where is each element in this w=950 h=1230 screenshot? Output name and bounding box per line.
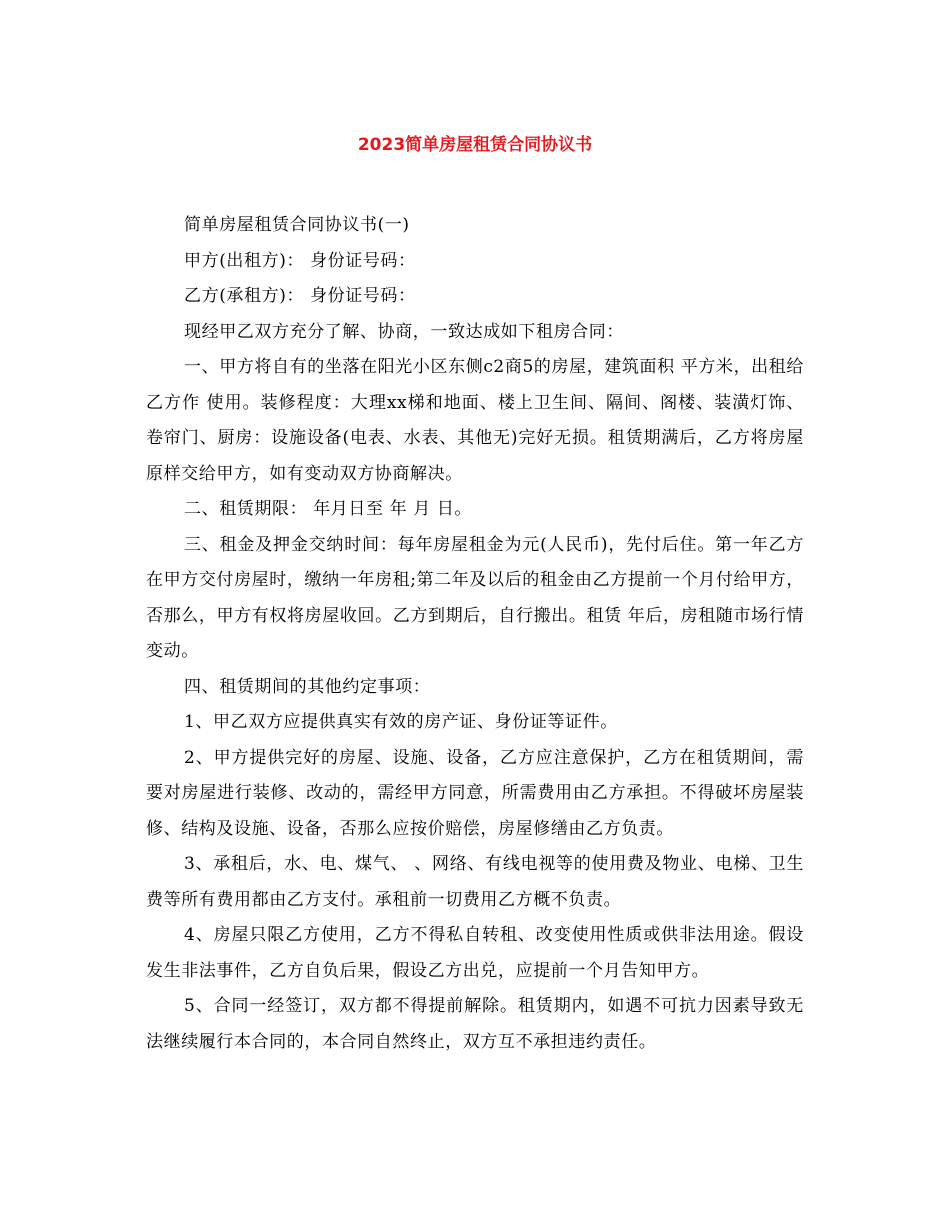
paragraph-party-a: 甲方(出租方)： 身份证号码： bbox=[184, 250, 416, 271]
paragraph-clause-3: 三、租金及押金交纳时间：每年房屋租金为元(人民币)，先付后住。第一年乙方在甲方交付房屋时，缴纳一年房租;第二年及以后的租金由乙方提前一个月付给甲方，否那么，甲方有权将房屋收回。乙方到期后，自行搬出。租赁 年后，房租随市场行情变动。 bbox=[146, 534, 804, 661]
paragraph-item-4: 4、房屋只限乙方使用，乙方不得私自转租、改变使用性质或供非法用途。假设发生非法事件，乙方自负后果，假设乙方出兑，应提前一个月告知甲方。 bbox=[146, 925, 804, 981]
paragraph-item-1: 1、甲乙双方应提供真实有效的房产证、身份证等证件。 bbox=[184, 712, 618, 732]
paragraph-subtitle: 简单房屋租赁合同协议书(一) bbox=[184, 215, 410, 235]
paragraph-item-5: 5、合同一经签订，双方都不得提前解除。租赁期内，如遇不可抗力因素导致无法继续履行本合同的，本合同自然终止，双方互不承担违约责任。 bbox=[146, 996, 804, 1052]
paragraph-preamble: 现经甲乙双方充分了解、协商，一致达成如下租房合同： bbox=[184, 321, 624, 342]
paragraph-party-b: 乙方(承租方)： 身份证号码： bbox=[184, 286, 416, 306]
paragraph-clause-2: 二、租赁期限： 年月日至 年 月 日。 bbox=[184, 499, 473, 519]
paragraph-item-2: 2、甲方提供完好的房屋、设施、设备，乙方应注意保护，乙方在租赁期间，需要对房屋进行装修、改动的，需经甲方同意，所需费用由乙方承担。不得破坏房屋装修、结构及设施、设备，否那么应按价赔偿，房屋修缮由乙方负责。 bbox=[146, 747, 804, 839]
paragraph-clause-1: 一、甲方将自有的坐落在阳光小区东侧c2商5的房屋，建筑面积 平方米，出租给乙方作 使用。装修程度：大理xx梯和地面、楼上卫生间、隔间、阁楼、装潢灯饰、卷帘门、厨房：设施设备(电表、水表、其他无)完好无损。租赁期满后，乙方将房屋原样交给甲方，如有变动双方协商解决。 bbox=[146, 357, 804, 484]
paragraph-clause-4: 四、租赁期间的其他约定事项： bbox=[184, 676, 431, 697]
paragraph-item-3: 3、承租后，水、电、煤气、 、网络、有线电视等的使用费及物业、电梯、卫生费等所有费用都由乙方支付。承租前一切费用乙方概不负责。 bbox=[146, 854, 804, 910]
document-body bbox=[146, 208, 804, 1060]
document-title: 2023简单房屋租赁合同协议书 bbox=[357, 135, 593, 155]
